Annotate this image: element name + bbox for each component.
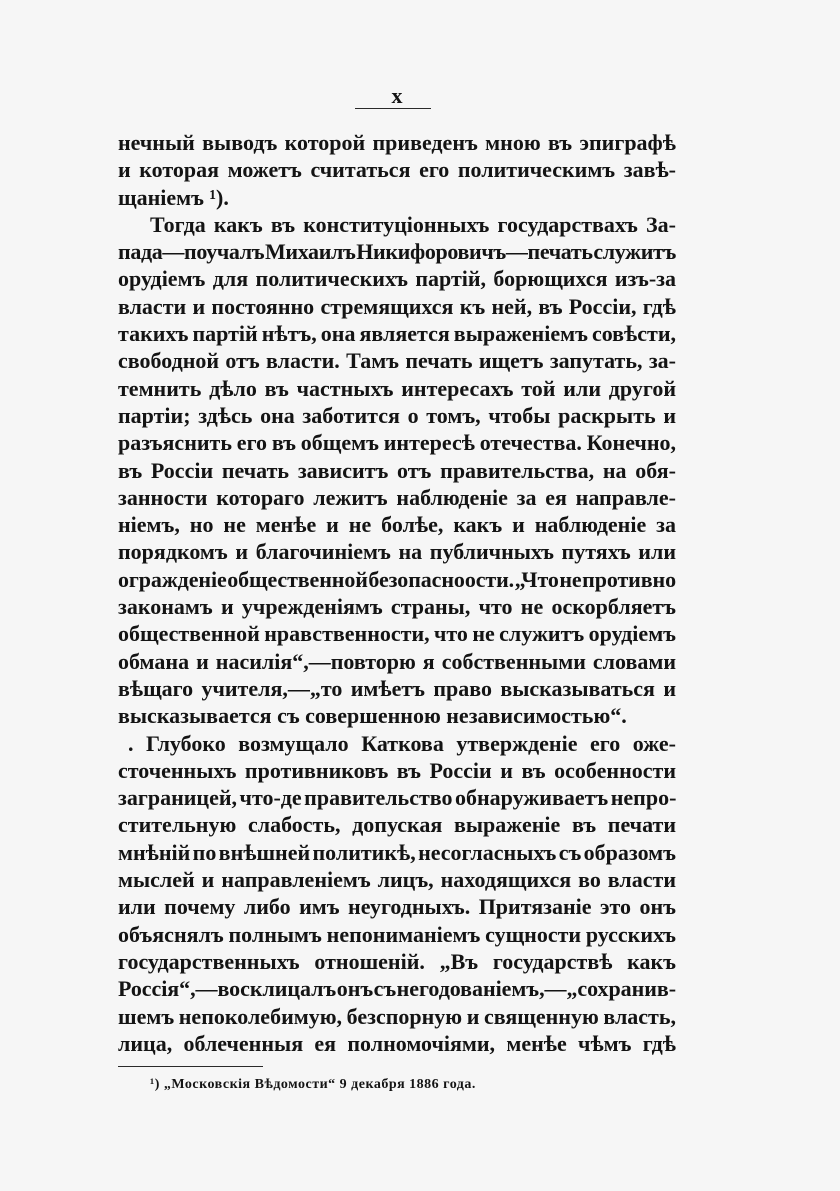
text-line: высказывается съ совершенною независимостью“.: [118, 703, 627, 729]
text-line: такихъ партій нѣтъ, она является выраженіемъ совѣсти,: [118, 321, 676, 347]
text-line: законамъ и учрежденіямъ страны, что не оскорбляетъ: [118, 594, 676, 620]
text-line: въ Россіи печать зависитъ отъ правительства, на обя-: [118, 457, 676, 483]
text-line: . Глубоко возмущало Каткова утвержденіе его оже-: [128, 730, 676, 756]
body-text: [118, 129, 676, 1057]
text-line: шемъ непоколебимую, безспорную и священную власть,: [118, 1003, 676, 1029]
text-line: огражденіе общественной безопасноости. „Что не противно: [118, 566, 676, 592]
text-line: нечный выводъ которой приведенъ мною въ эпиграфѣ: [118, 130, 676, 155]
text-line: лица, облеченныя ея полномочіями, менѣе чѣмъ гдѣ: [118, 1030, 676, 1056]
text-line: мыслей и направленіемъ лицъ, находящихся во власти: [118, 867, 676, 893]
text-line: стительную слабость, допуская выраженіе въ печати: [118, 812, 676, 838]
text-line: объяснялъ полнымъ непониманіемъ сущности русскихъ: [118, 921, 676, 947]
page-number: x: [391, 83, 403, 108]
text-line: государственныхъ отношеній. „Въ государствѣ какъ: [118, 948, 676, 974]
text-line: сточенныхъ противниковъ въ Россіи и въ особенности: [118, 757, 676, 783]
header-rule: [355, 108, 431, 109]
text-line: заграницей, что-де правительство обнаруживаетъ непро-: [118, 785, 677, 811]
text-line: власти и постоянно стремящихся къ ней, въ Россіи, гдѣ: [118, 293, 676, 319]
text-line: обмана и насилія“,—повторю я собственными словами: [118, 648, 676, 674]
text-line: порядкомъ и благочиніемъ на публичныхъ путяхъ или: [118, 539, 676, 565]
text-line: разъяснить его въ общемъ интересѣ отечества. Конечно,: [118, 430, 676, 456]
text-line: щаніемъ ¹).: [118, 184, 229, 210]
text-line: пада—поучалъ Михаилъ Никифоровичъ—печать служитъ: [118, 239, 676, 265]
text-line: Россія“,—восклицалъ онъ съ негодованіемъ,—„сохранив-: [118, 976, 676, 1002]
text-line: или почему либо имъ неугодныхъ. Притязаніе это онъ: [118, 894, 676, 920]
footnote-text: ¹) „Московскія Вѣдомости“ 9 декабря 1886 года.: [150, 1077, 476, 1092]
text-line: Тогда какъ въ конституціонныхъ государствахъ За-: [150, 211, 676, 237]
text-line: мнѣній по внѣшней политикѣ, несогласныхъ съ образомъ: [118, 839, 676, 865]
text-line: занности котораго лежитъ наблюденіе за ея направле-: [118, 484, 676, 510]
text-line: вѣщаго учителя,—„то имѣетъ право высказываться и: [118, 675, 676, 701]
text-line: общественной нравственности, что не служитъ орудіемъ: [118, 621, 676, 647]
text-line: партіи; здѣсь она заботится о томъ, чтобы раскрыть и: [118, 402, 676, 428]
footnote-rule: [118, 1066, 263, 1067]
text-line: и которая можетъ считаться его политическимъ завѣ-: [118, 157, 676, 183]
text-line: темнить дѣло въ частныхъ интересахъ той или другой: [118, 375, 676, 401]
text-line: ніемъ, но не менѣе и не болѣе, какъ и наблюденіе за: [118, 512, 676, 538]
text-line: свободной отъ власти. Тамъ печать ищетъ запутать, за-: [118, 348, 676, 374]
text-line: орудіемъ для политическихъ партій, борющихся изъ-за: [118, 266, 676, 292]
